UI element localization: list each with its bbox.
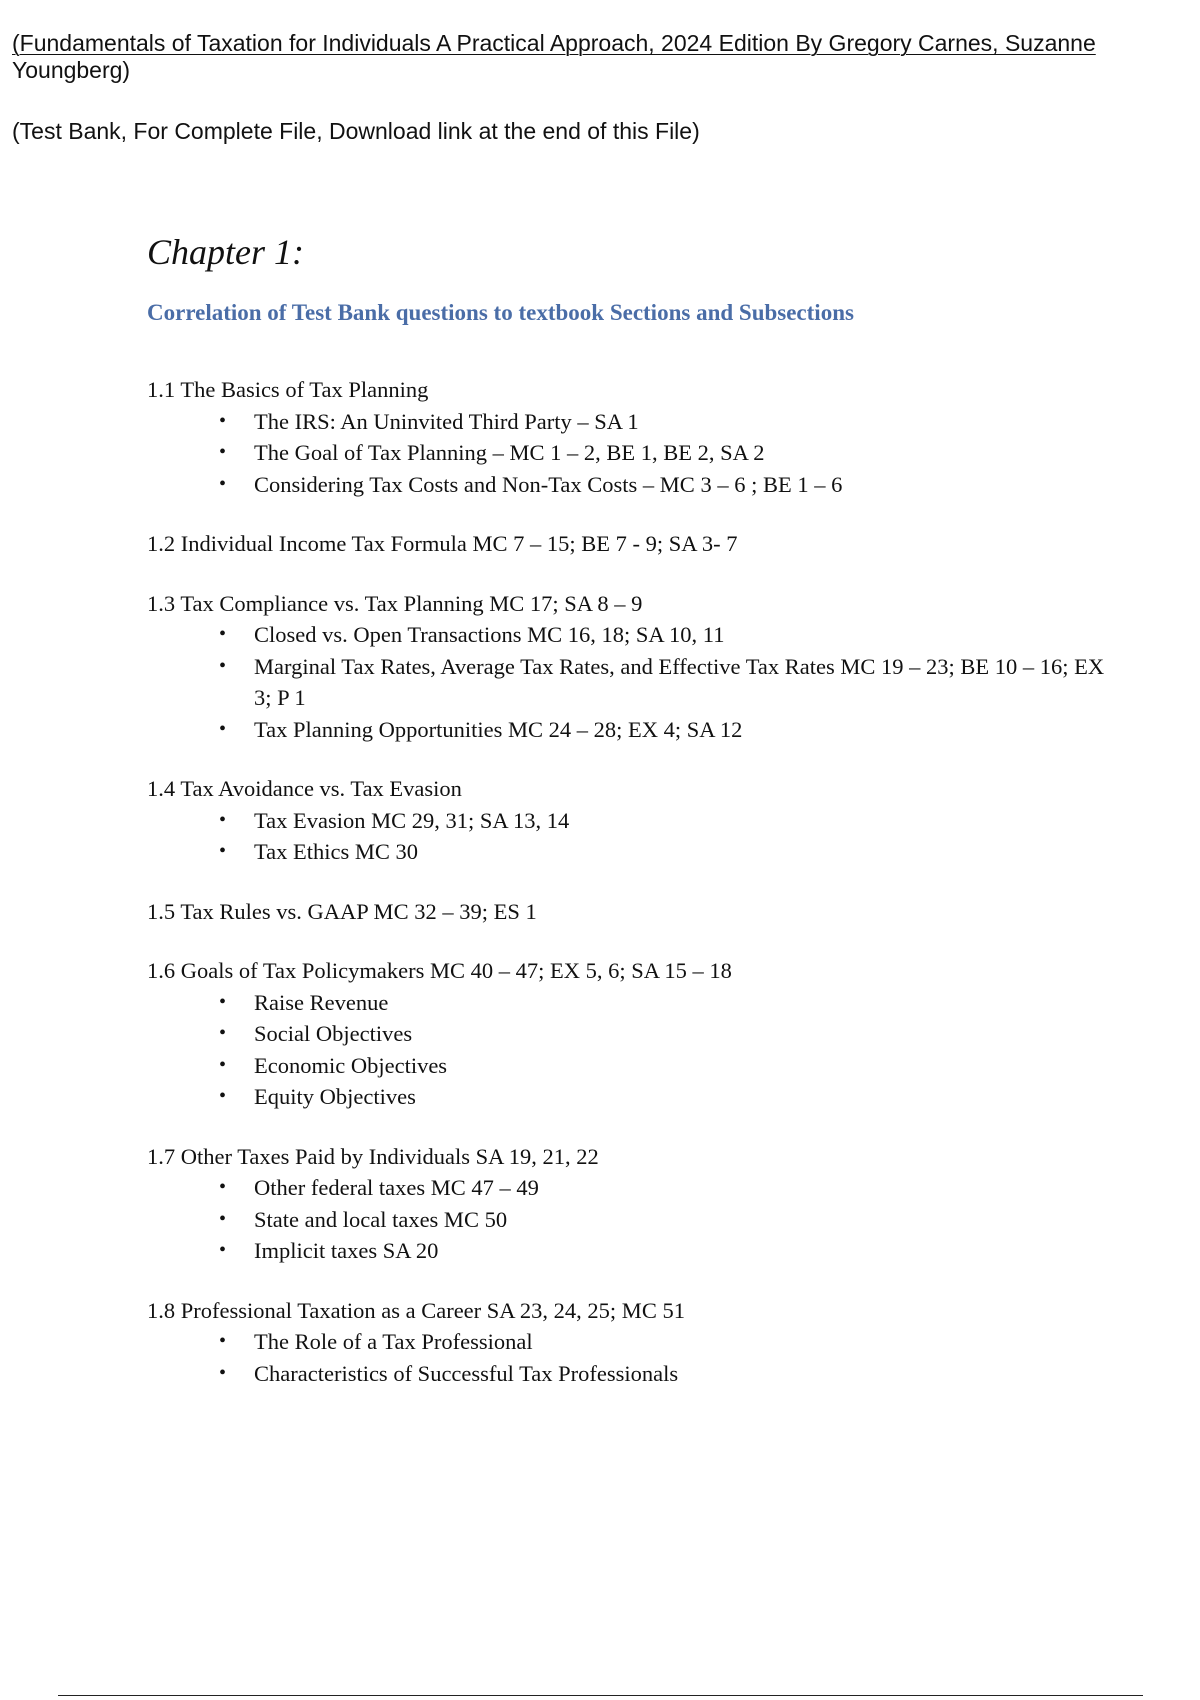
- list-item-text: Tax Planning Opportunities MC 24 – 28; EX 4; SA 12: [254, 716, 743, 742]
- section-block: [147, 896, 1107, 928]
- bottom-divider: [58, 1695, 1143, 1696]
- bullet-icon: •: [219, 654, 227, 677]
- list-item: [147, 1235, 1107, 1267]
- bullet-icon: •: [219, 808, 227, 831]
- bullet-icon: •: [219, 623, 227, 645]
- book-title-line-2: Youngberg): [12, 57, 131, 83]
- section-heading: 1.4 Tax Avoidance vs. Tax Evasion: [147, 776, 462, 801]
- bullet-icon: •: [219, 472, 227, 495]
- list-item-text: Characteristics of Successful Tax Professionals: [254, 1360, 679, 1386]
- list-item-text: Tax Ethics MC 30: [254, 839, 419, 864]
- section-block: [147, 773, 1107, 868]
- list-item: [147, 805, 1107, 837]
- list-item-text: The Goal of Tax Planning – MC 1 – 2, BE 1, BE 2, SA 2: [254, 440, 765, 465]
- book-title-line-1: (Fundamentals of Taxation for Individuals A Practical Approach, 2024 Edition By Gregory Carnes, Suzanne: [12, 30, 1096, 56]
- list-item: [147, 1081, 1107, 1113]
- bullet-icon: •: [219, 1207, 227, 1230]
- list-item: [147, 1204, 1107, 1236]
- chapter-title: Chapter 1:: [147, 232, 304, 272]
- document-header: [12, 30, 1172, 145]
- bullet-icon: •: [219, 1053, 227, 1076]
- list-item-text: State and local taxes MC 50: [254, 1206, 508, 1232]
- test-bank-note: (Test Bank, For Complete File, Download link at the end of this File): [12, 118, 700, 144]
- bullet-list: [147, 1172, 1107, 1267]
- correlation-subtitle: Correlation of Test Bank questions to textbook Sections and Subsections: [147, 300, 854, 325]
- list-item-text: Marginal Tax Rates, Average Tax Rates, and Effective Tax Rates MC 19 – 23; BE 10 – 16; EX 3; P 1: [254, 653, 1105, 710]
- list-item-text: Closed vs. Open Transactions MC 16, 18; SA 10, 11: [254, 622, 725, 647]
- bullet-icon: •: [219, 1176, 227, 1198]
- bullet-list: [147, 805, 1107, 868]
- bullet-list: [147, 1326, 1107, 1389]
- list-item: [147, 619, 1107, 651]
- section-heading: 1.8 Professional Taxation as a Career SA 23, 24, 25; MC 51: [147, 1297, 685, 1323]
- list-item: [147, 987, 1107, 1019]
- list-item-text: Equity Objectives: [254, 1084, 416, 1109]
- list-item: [147, 1172, 1107, 1204]
- section-block: [147, 588, 1107, 746]
- section-heading: 1.6 Goals of Tax Policymakers MC 40 – 47; EX 5, 6; SA 15 – 18: [147, 958, 732, 983]
- bullet-icon: •: [219, 1022, 227, 1044]
- section-heading: 1.7 Other Taxes Paid by Individuals SA 19, 21, 22: [147, 1143, 599, 1169]
- list-item-text: Other federal taxes MC 47 – 49: [254, 1175, 539, 1200]
- bullet-icon: •: [219, 990, 227, 1013]
- section-block: [147, 955, 1107, 1113]
- section-heading: 1.3 Tax Compliance vs. Tax Planning MC 17; SA 8 – 9: [147, 590, 643, 616]
- list-item: [147, 836, 1107, 868]
- bullet-icon: •: [219, 1361, 227, 1384]
- section-block: [147, 1141, 1107, 1267]
- section-heading: 1.2 Individual Income Tax Formula MC 7 – 15; BE 7 - 9; SA 3- 7: [147, 531, 738, 556]
- list-item-text: Economic Objectives: [254, 1052, 448, 1078]
- list-item: [147, 1358, 1107, 1390]
- list-item: [147, 469, 1107, 501]
- bullet-icon: •: [219, 441, 227, 463]
- section-block: [147, 1295, 1107, 1390]
- list-item: [147, 406, 1107, 438]
- section-block: [147, 528, 1107, 560]
- list-item-text: Considering Tax Costs and Non-Tax Costs – MC 3 – 6 ; BE 1 – 6: [254, 471, 843, 497]
- list-item: [147, 437, 1107, 469]
- list-item: [147, 1018, 1107, 1050]
- list-item-text: Social Objectives: [254, 1021, 413, 1046]
- bullet-list: [147, 619, 1107, 745]
- list-item-text: Tax Evasion MC 29, 31; SA 13, 14: [254, 807, 570, 833]
- list-item-text: Raise Revenue: [254, 989, 389, 1015]
- bullet-list: [147, 987, 1107, 1113]
- bullet-icon: •: [219, 717, 227, 740]
- bullet-icon: •: [219, 840, 227, 862]
- list-item: [147, 714, 1107, 746]
- bullet-icon: •: [219, 1239, 227, 1261]
- bullet-icon: •: [219, 1330, 227, 1352]
- list-item: [147, 1050, 1107, 1082]
- list-item: [147, 651, 1107, 714]
- list-item: [147, 1326, 1107, 1358]
- section-list: [147, 374, 1107, 1417]
- list-item-text: The IRS: An Uninvited Third Party – SA 1: [254, 408, 639, 434]
- list-item-text: The Role of a Tax Professional: [254, 1329, 533, 1354]
- section-heading: 1.5 Tax Rules vs. GAAP MC 32 – 39; ES 1: [147, 898, 537, 924]
- section-heading: 1.1 The Basics of Tax Planning: [147, 377, 429, 402]
- bullet-list: [147, 406, 1107, 501]
- bullet-icon: •: [219, 409, 227, 432]
- bullet-icon: •: [219, 1085, 227, 1107]
- section-block: [147, 374, 1107, 500]
- list-item-text: Implicit taxes SA 20: [254, 1238, 439, 1263]
